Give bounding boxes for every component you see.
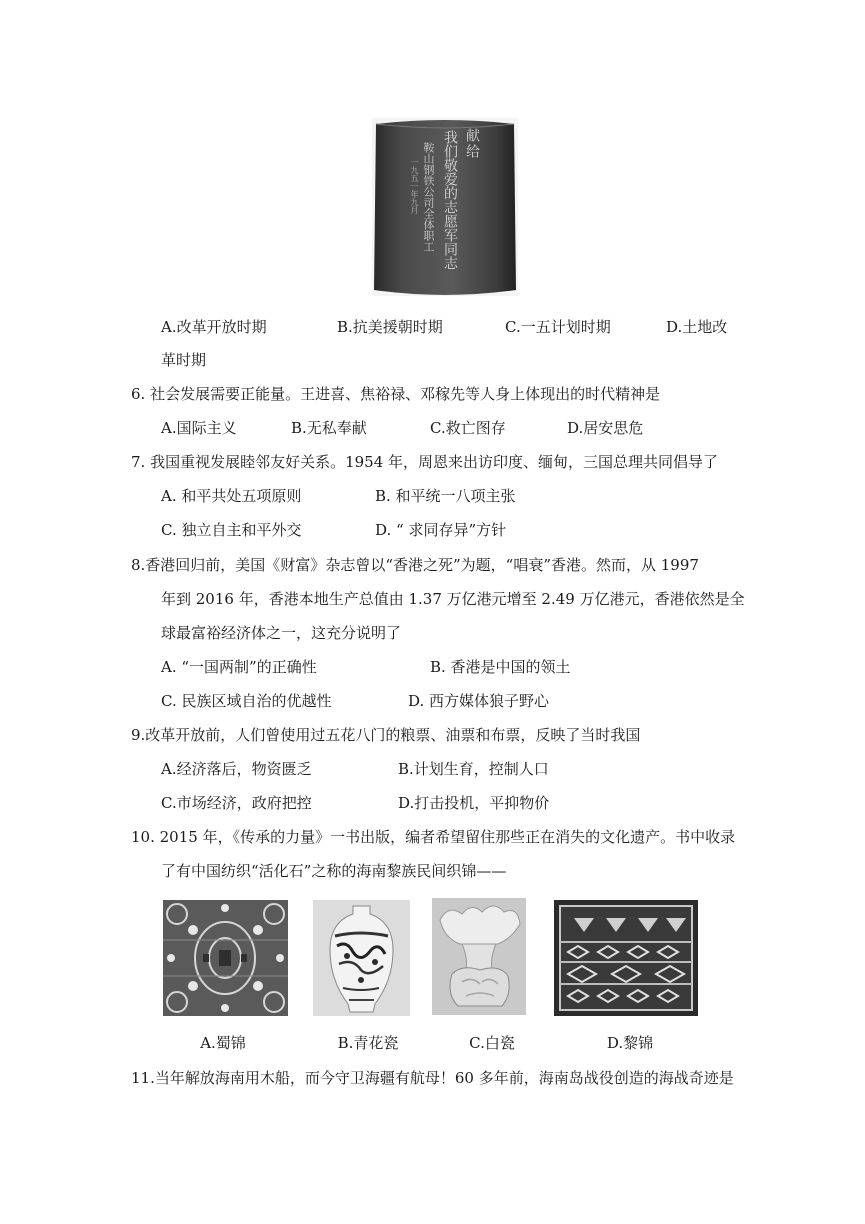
q5-option-a: A.改革开放时期	[161, 318, 267, 336]
q7-stem: 7. 我国重视发展睦邻友好关系。1954 年，周恩来出访印度、缅甸，三国总理共同倡导了	[131, 453, 719, 471]
q9-option-d: D.打击投机，平抑物价	[398, 794, 550, 812]
q6-option-c: C.救亡图存	[430, 419, 506, 437]
q8-option-a: A. “一国两制”的正确性	[161, 658, 317, 676]
caption-b: B.青花瓷	[337, 1034, 399, 1052]
q5-option-d-continued: 革时期	[161, 351, 207, 369]
inscription-column-1: 献给	[464, 128, 480, 160]
q10-stem-line-2: 了有中国纺织“活化石”之称的海南黎族民间织锦——	[161, 862, 507, 880]
white-porcelain-image	[432, 898, 526, 1015]
q7-option-c: C. 独立自主和平外交	[161, 521, 302, 539]
q9-option-c: C.市场经济，政府把控	[161, 794, 312, 812]
q8-option-d: D. 西方媒体狼子野心	[408, 692, 550, 710]
q10-stem-line-1: 10. 2015 年，《传承的力量》一书出版，编者希望留住那些正在消失的文化遗产。书中收录	[131, 828, 736, 846]
li-brocade-image	[554, 900, 698, 1016]
q5-option-b: B.抗美援朝时期	[337, 318, 443, 336]
q5-option-d: D.土地改	[666, 318, 728, 336]
caption-c: C.白瓷	[469, 1034, 515, 1052]
q8-option-b: B. 香港是中国的领土	[430, 658, 571, 676]
q8-stem-line-1: 8.香港回归前，美国《财富》杂志曾以“香港之死”为题，“唱衰”香港。然而，从 1997	[131, 556, 699, 574]
inscription-column-4: 一九五一年九月	[410, 158, 419, 214]
brush-pot-image	[372, 118, 518, 296]
q9-stem: 9.改革开放前，人们曾使用过五花八门的粮票、油票和布票，反映了当时我国	[131, 726, 641, 744]
q8-stem-line-2: 年到 2016 年，香港本地生产总值由 1.37 万亿港元增至 2.49 万亿港元，香港依然是全	[161, 590, 745, 608]
caption-d: D.黎锦	[606, 1034, 654, 1052]
q8-option-c: C. 民族区域自治的优越性	[161, 692, 332, 710]
inscription-column-2: 我们敬爱的志愿军同志	[442, 130, 458, 270]
q5-option-c: C.一五计划时期	[505, 318, 611, 336]
q11-stem: 11.当年解放海南用木船，而今守卫海疆有航母！60 多年前，海南岛战役创造的海战奇迹是	[131, 1069, 734, 1087]
q8-stem-line-3: 球最富裕经济体之一，这充分说明了	[161, 624, 402, 642]
q9-option-a: A.经济落后，物资匮乏	[161, 760, 312, 778]
q9-option-b: B.计划生育，控制人口	[398, 760, 549, 778]
q6-stem: 6. 社会发展需要正能量。王进喜、焦裕禄、邓稼先等人身上体现出的时代精神是	[131, 385, 661, 403]
q6-option-d: D.居安思危	[567, 419, 644, 437]
q7-option-a: A. 和平共处五项原则	[161, 487, 302, 505]
q6-option-b: B.无私奉献	[291, 419, 367, 437]
inscription-column-3: 鞍山钢铁公司全体职工	[422, 142, 435, 252]
blue-white-porcelain-image	[313, 900, 410, 1016]
q7-option-d: D. “ 求同存异”方针	[375, 521, 507, 539]
q7-option-b: B. 和平统一八项主张	[375, 487, 516, 505]
caption-a: A.蜀锦	[200, 1034, 246, 1052]
q6-option-a: A.国际主义	[161, 419, 237, 437]
shu-brocade-image	[163, 900, 288, 1016]
